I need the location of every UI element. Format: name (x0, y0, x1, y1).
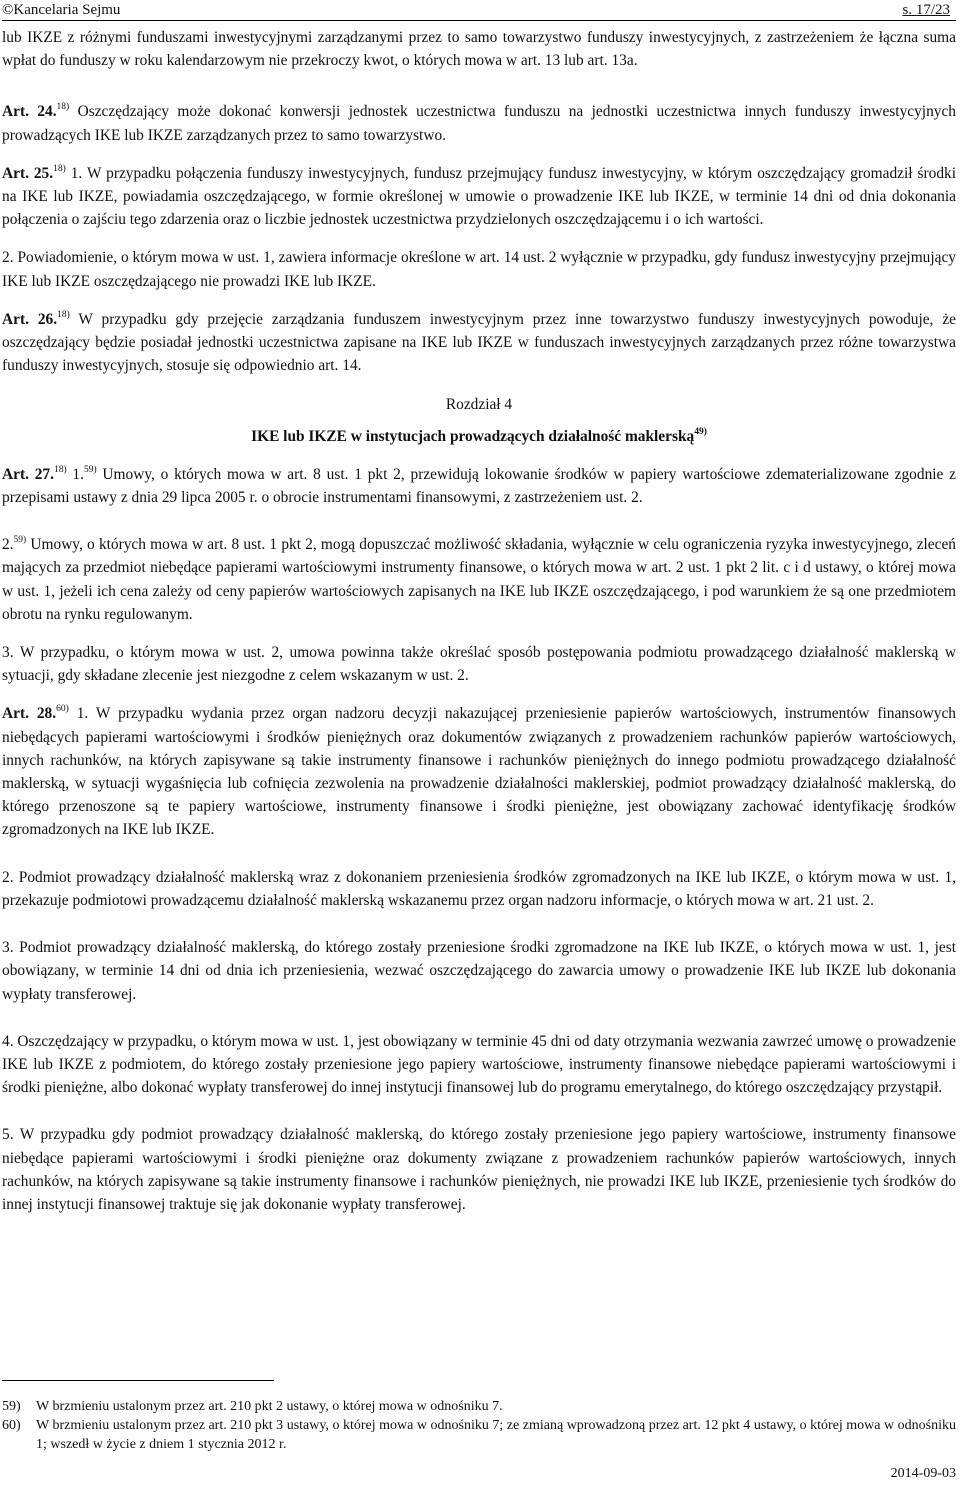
article-28-para-4: 4. Oszczędzający w przypadku, o którym mowa w ust. 1, jest obowiązany w terminie 45 dni od daty otrzymania wezwania zawrzeć umowę o prowadzenie IKE lub IKZE z podmiotem, do którego zostały przeniesione jego papiery wartościowe, instrumenty finansowe niebędące papierami wartościowymi i środki pieniężne, albo dokonać wypłaty transferowej do innej instytucji finansowej lub do programu emerytalnego, do którego oszczędzający przystąpił. (2, 1032, 956, 1097)
page-header (2, 0, 956, 21)
article-text: 1. W przypadku połączenia funduszy inwestycyjnych, fundusz przejmujący fundusz inwestycyjny, w którym oszczędzający gromadził środki na IKE lub IKZE, powiadamia oszczędzającego, w formie określonej w umowie o prowadzenie IKE lub IKZE, w terminie 14 dni od dnia dokonania połączenia o zajściu tego zdarzenia oraz o liczbie jednostek uczestnictwa przydzielonych oszczędzającemu i o ich wartości. (2, 164, 956, 229)
article-25 (2, 162, 956, 232)
article-28-para-3: 3. Podmiot prowadzący działalność maklerską, do którego zostały przeniesione środki zgromadzone na IKE lub IKZE, o których mowa w ust. 1, jest obowiązany, w terminie 14 dni od dnia ich przeniesienia, wezwać oszczędzającego do zawarcia umowy o prowadzenie IKE lub IKZE lub dokonania wypłaty transferowej. (2, 939, 956, 1003)
footnote (2, 1397, 956, 1416)
chapter-number: Rozdział 4 (445, 396, 513, 414)
footnote-ref: 60) (56, 704, 69, 715)
footnote-ref: 18) (56, 102, 70, 113)
para-number: 2. (2, 536, 14, 554)
paragraph: lub IKZE z różnymi funduszami inwestycyjnymi zarządzanymi przez to samo towarzystwo funduszy inwestycyjnych, z zastrzeżeniem że łączna suma wpłat do funduszy w roku kalendarzowym nie przekroczy kwot, o których mowa w art. 13 lub art. 13a. (2, 29, 956, 70)
footnote-text: W brzmieniu ustalonym przez art. 210 pkt 3 ustawy, o której mowa w odnośniku 7; ze zmianą wprowadzoną przez art. 12 pkt 4 ustawy, o której mowa w odnośniku 1; wszedł w życie z dniem 1 stycznia 2012 r. (36, 1418, 956, 1452)
footnote-ref: 18) (53, 163, 66, 174)
article-label: Art. 26. (2, 310, 58, 328)
footnote-ref: 59) (13, 535, 27, 546)
footnote-divider (2, 1380, 274, 1381)
footnote-number: 59) (2, 1399, 21, 1414)
footnote (2, 1416, 956, 1454)
article-label: Art. 25. (2, 164, 54, 182)
chapter-title-text: IKE lub IKZE w instytucjach prowadzących działalność maklerską (251, 427, 695, 445)
article-text: Oszczędzający może dokonać konwersji jednostek uczestnictwa funduszu na jednostki uczestnictwa innych funduszy inwestycyjnych prowadzących IKE lub IKZE zarządzanych przez to samo towarzystwo. (2, 103, 956, 144)
article-label: Art. 24. (2, 103, 57, 121)
footnotes (2, 1380, 956, 1454)
article-24 (2, 100, 956, 146)
page-footer-date: 2014-09-03 (890, 1466, 956, 1481)
article-28-para-2: 2. Podmiot prowadzący działalność maklerską wraz z dokonaniem przeniesienia środków zgromadzonych na IKE lub IKZE, o którym mowa w ust. 1, przekazuje podmiotowi prowadzącemu działalność maklerską wskazanemu przez organ nadzoru informacje, o których mowa w art. 21 ust. 2. (2, 868, 956, 909)
article-28 (2, 702, 956, 841)
article-text: Umowy, o których mowa w art. 8 ust. 1 pkt 2, mogą dopuszczać możliwość składania, wyłącznie w celu ograniczenia ryzyka inwestycyjnego, zleceń mających za przedmiot niebędące papierami wartościowymi instrumenty finansowe, o których mowa w art. 2 ust. 1 pkt 2 lit. c i d ustawy, o której mowa w ust. 1, jeżeli ich cena zależy od ceny papierów wartościowych zapisanych na IKE lub IKZE oszczędzającego, i pod warunkiem że są one przedmiotem obrotu na rynku regulowanym. (2, 536, 956, 623)
footnote-ref: 49) (694, 426, 707, 437)
article-28-para-5: 5. W przypadku gdy podmiot prowadzący działalność maklerską, do którego zostały przeniesione jego papiery wartościowe, instrumenty finansowe niebędące papierami wartościowymi i środki pieniężne oraz dokumenty związane z prowadzeniem rachunków papierów wartościowych, innych rachunków, na których zapisywane są takie instrumenty finansowe i rachunków pieniężnych, nie prowadzi IKE lub IKZE, przeniesienie tych środków do innej instytucji finansowej traktuje się jak dokonanie wypłaty transferowej. (2, 1126, 956, 1213)
article-label: Art. 28. (2, 705, 57, 723)
article-26 (2, 308, 956, 378)
article-text: Umowy, o których mowa w art. 8 ust. 1 pkt 2, przewidują lokowanie środków w papiery wartościowe zdematerializowane zgodnie z przepisami ustawy z dnia 29 lipca 2005 r. o obrocie instrumentami finansowymi, z zastrzeżeniem ust. 2. (2, 465, 956, 507)
page-number: s. 17/23 (902, 2, 950, 18)
article-25-para-2: 2. Powiadomienie, o którym mowa w ust. 1, zawiera informacje określone w art. 14 ust. 2 wyłącznie w przypadku, gdy fundusz inwestycyjny przejmujący IKE lub IKZE oszczędzającego nie prowadzi IKE lub IKZE. (2, 249, 956, 290)
article-label: Art. 27. (2, 465, 54, 483)
article-text: W przypadku gdy przejęcie zarządzania funduszem inwestycyjnym przez inne towarzystwo funduszy inwestycyjnych powoduje, że oszczędzający będzie posiadał jednostki uczestnictwa zapisane na IKE lub IKZE w funduszach inwestycyjnych zarządzanych przez różne towarzystwa funduszy inwestycyjnych, stosuje się odpowiednio art. 14. (2, 310, 956, 375)
article-27-para-3: 3. W przypadku, o którym mowa w ust. 2, umowa powinna także określać sposób postępowania podmiotu prowadzącego działalność maklerską w sytuacji, gdy składane zlecenie jest niezgodne z celem wskazanym w ust. 2. (2, 644, 956, 685)
footnote-ref: 59) (83, 464, 97, 475)
article-27-para-2 (2, 533, 956, 626)
article-text: 1. W przypadku wydania przez organ nadzoru decyzji nakazującej przeniesienie papierów wartościowych, instrumentów finansowych niebędących papierami wartościowymi i środków pieniężnych oraz dokumentów związanych z prowadzeniem rachunków papierów wartościowych, innych rachunków, na których zapisywane są takie instrumenty finansowe i rachunków pieniężnych do innego podmiotu prowadzącego działalność maklerską, w sytuacji wygaśnięcia lub cofnięcia zezwolenia na prowadzenie działalności maklerskiej, podmiot prowadzący działalność maklerską, do którego przenoszone są te papiery wartościowe, instrumenty finansowe i środki pieniężne, jest obowiązany zachować identyfikację środków zgromadzonych na IKE lub IKZE. (2, 705, 957, 839)
footnote-number: 60) (2, 1418, 21, 1433)
article-27 (2, 463, 956, 509)
document-body (2, 26, 956, 1216)
chapter-title (2, 425, 956, 448)
publisher-label: ©Kancelaria Sejmu (2, 2, 121, 18)
footnote-ref: 18) (53, 464, 67, 475)
para-number: 1. (66, 465, 84, 483)
footnote-ref: 18) (57, 309, 70, 320)
footnote-text: W brzmieniu ustalonym przez art. 210 pkt 2 ustawy, o której mowa w odnośniku 7. (36, 1399, 503, 1414)
